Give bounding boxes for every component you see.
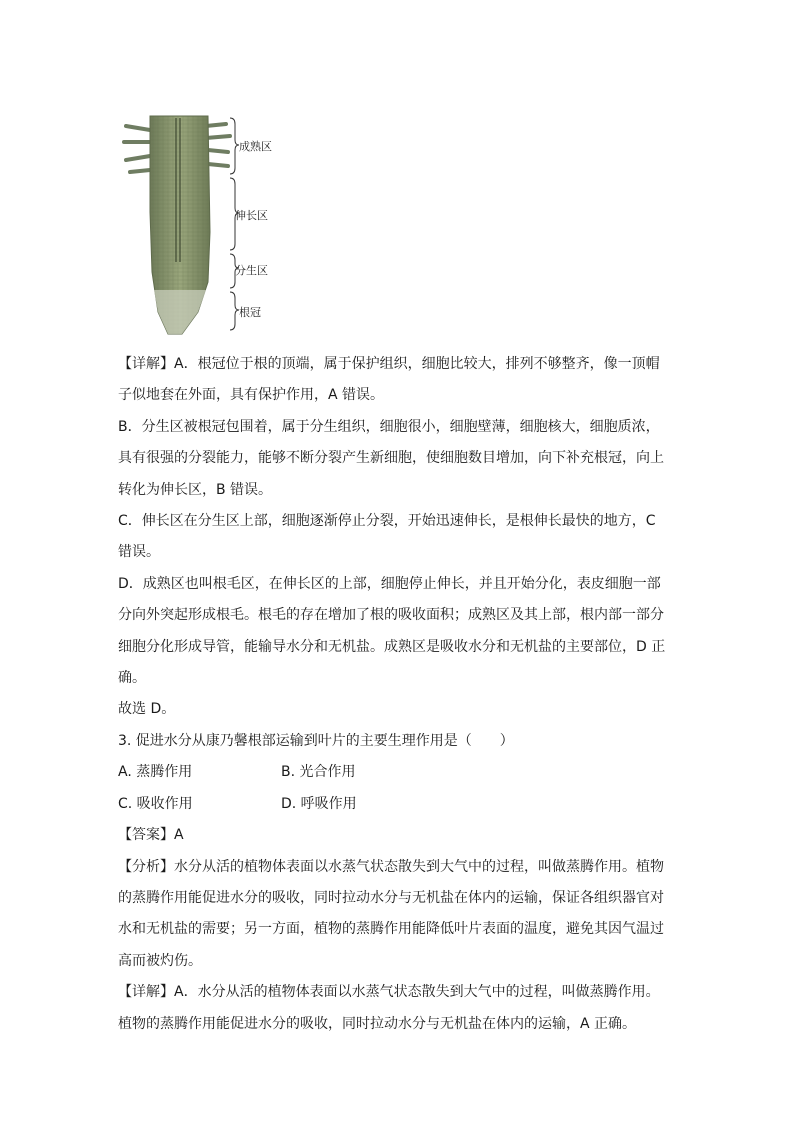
text-line: 植物的蒸腾作用能促进水分的吸收，同时拉动水分与无机盐在体内的运输，A 正确。: [118, 1015, 637, 1032]
text-line: 细胞分化形成导管，能输导水分和无机盐。成熟区是吸收水分和无机盐的主要部位，D 正: [118, 638, 666, 655]
text-line: 确。: [118, 670, 146, 687]
options-row-1: [118, 757, 678, 788]
text-line: 故选 D。: [118, 701, 176, 718]
text-line: 具有很强的分裂能力，能够不断分裂产生新细胞，使细胞数目增加，向下补充根冠，向上: [118, 450, 664, 467]
text-line: 错误。: [118, 544, 160, 561]
label-elongation-zone: 伸长区: [235, 209, 268, 222]
text-line: 【分析】水分从活的植物体表面以水蒸气状态散失到大气中的过程，叫做蒸腾作用。植物: [118, 858, 664, 875]
label-mature-zone: 成熟区: [239, 140, 272, 153]
option-b: B. 光合作用: [281, 764, 356, 781]
option-c: C. 吸收作用: [118, 795, 193, 812]
text-line: 转化为伸长区，B 错误。: [118, 481, 273, 498]
root-tip-figure: [118, 112, 298, 340]
label-meristem-zone: 分生区: [235, 264, 268, 277]
text-line: 【详解】A．水分从活的植物体表面以水蒸气状态散失到大气中的过程，叫做蒸腾作用。: [118, 984, 660, 1001]
text-line: 高而被灼伤。: [118, 952, 202, 969]
text-line: 子似地套在外面，具有保护作用，A 错误。: [118, 387, 385, 404]
option-a: A. 蒸腾作用: [118, 764, 193, 781]
text-line: B．分生区被根冠包围着，属于分生组织，细胞很小，细胞壁薄，细胞核大，细胞质浓，: [118, 418, 660, 435]
answer-line: 【答案】A: [118, 827, 184, 844]
document-body: [118, 349, 678, 1040]
text-line: D．成熟区也叫根毛区，在伸长区的上部，细胞停止伸长，并且开始分化，表皮细胞一部: [118, 575, 661, 592]
label-root-cap: 根冠: [239, 306, 261, 319]
text-line: 【详解】A．根冠位于根的顶端，属于保护组织，细胞比较大，排列不够整齐，像一顶帽: [118, 356, 660, 372]
text-line: 分向外突起形成根毛。根毛的存在增加了根的吸收面积；成熟区及其上部，根内部一部分: [118, 607, 664, 624]
text-line: 的蒸腾作用能促进水分的吸收，同时拉动水分与无机盐在体内的运输，保证各组织器官对: [118, 889, 664, 906]
option-d: D. 呼吸作用: [281, 795, 357, 812]
question-3: 3. 促进水分从康乃馨根部运输到叶片的主要生理作用是（ ）: [118, 732, 514, 749]
text-line: 水和无机盐的需要；另一方面，植物的蒸腾作用能降低叶片表面的温度，避免其因气温过: [118, 921, 664, 938]
options-row-2: [118, 789, 678, 820]
text-line: C．伸长区在分生区上部，细胞逐渐停止分裂，开始迅速伸长，是根伸长最快的地方，C: [118, 513, 656, 530]
